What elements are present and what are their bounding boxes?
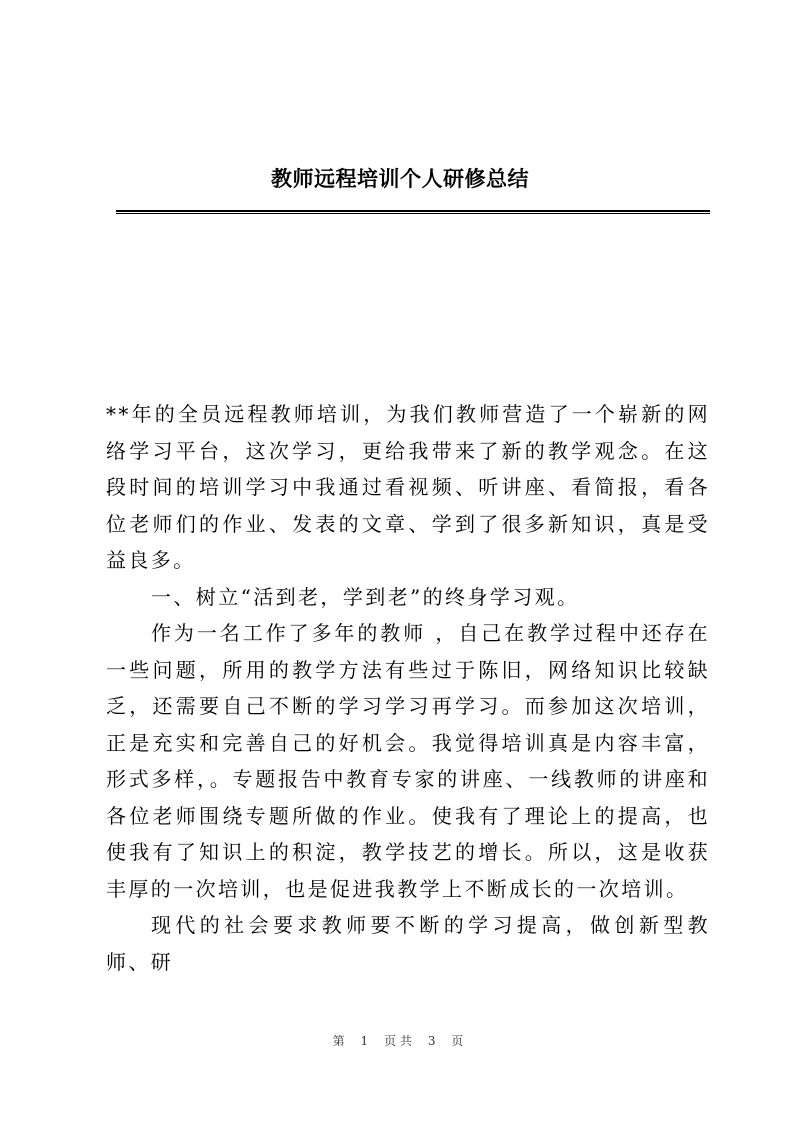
- page-footer: [0, 1032, 800, 1049]
- footer-total-pages: 3: [427, 1034, 440, 1048]
- paragraph-intro: **年的全员远程教师培训，为我们教师营造了一个崭新的网络学习平台，这次学习，更给我带来了新的教学观念。在这段时间的培训学习中我通过看视频、听讲座、看简报，看各位老师们的作业、发表的文章、学到了很多新知识，真是受益良多。: [106, 402, 710, 572]
- document-body: [106, 396, 710, 980]
- footer-suffix: 页: [451, 1034, 468, 1048]
- footer-prefix: 第: [332, 1034, 349, 1048]
- paragraph-modern-society: 现代的社会要求教师要不断的学习提高，做创新型教师、研: [106, 913, 710, 974]
- title-divider: [116, 210, 710, 214]
- paragraph-section-1: 作为一名工作了多年的教师 ，自己在教学过程中还存在一些问题，所用的教学方法有些过于陈旧，网络知识比较缺乏，还需要自己不断的学习学习再学习。而参加这次培训，正是充实和完善自己的好机会。我觉得培训真是内容丰富，形式多样，。专题报告中教育专家的讲座、一线教师的讲座和各位老师围绕专题所做的作业。使我有了理论上的提高，也使我有了知识上的积淀，教学技艺的增长。所以，这是收获丰厚的一次培训，也是促进我教学上不断成长的一次培训。: [106, 621, 710, 901]
- document-title: 教师远程培训个人研修总结: [271, 166, 529, 191]
- section-heading-1: 一、树立“活到老，学到老”的终身学习观。: [151, 584, 580, 609]
- footer-page-number: 1: [360, 1034, 373, 1048]
- footer-middle: 页共: [383, 1034, 416, 1048]
